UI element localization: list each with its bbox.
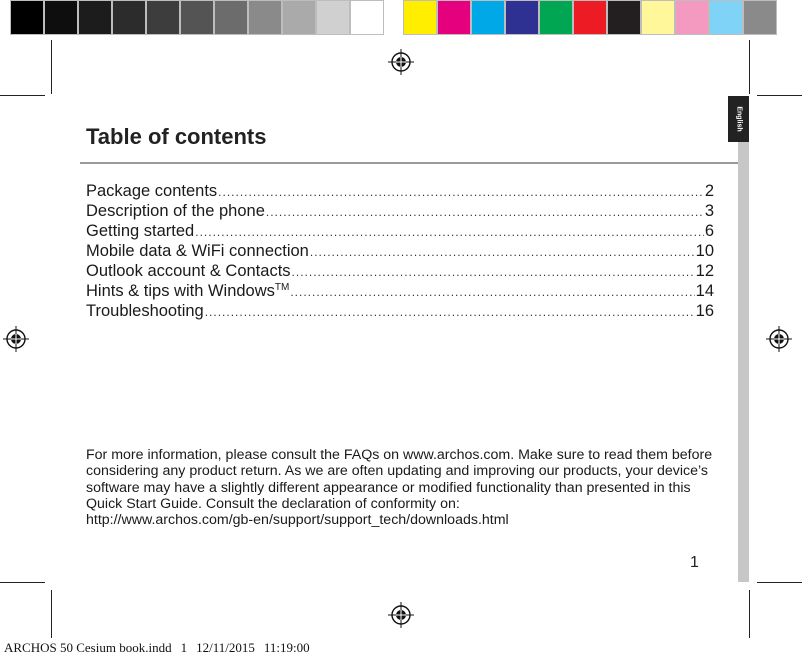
toc-entry-label-text: Hints & tips with Windows: [86, 282, 275, 300]
title-divider: [80, 162, 738, 164]
toc-entry[interactable]: [86, 202, 714, 222]
cmyk-color-bar: [403, 0, 777, 35]
color-swatch: [248, 0, 282, 35]
toc-entry-page: 14: [695, 282, 714, 300]
color-swatch: [505, 0, 539, 35]
info-text: For more information, please consult the FAQs on www.archos.com. Make sure to read them before considering any product return. As we are often updating and improving our products, your device’s software may have a slightly different appearance or modified functionality than presented in this Quick Start Guide. Consult the declaration of conformity on:: [86, 447, 713, 512]
registration-mark-icon: [388, 49, 414, 75]
toc-entry-page: 6: [704, 222, 714, 240]
crop-mark: [0, 95, 45, 96]
color-swatch: [350, 0, 384, 35]
toc-leader-dots: [205, 305, 695, 319]
color-swatch: [675, 0, 709, 35]
color-swatch: [641, 0, 675, 35]
toc-entry-page: 10: [695, 242, 714, 260]
registration-mark-icon: [388, 602, 414, 628]
toc-entry[interactable]: [86, 262, 714, 282]
crop-mark: [749, 590, 750, 638]
toc-leader-dots: [218, 185, 704, 199]
toc-leader-dots: [195, 225, 704, 239]
crop-mark: [757, 95, 802, 96]
crop-mark: [757, 582, 802, 583]
color-swatch: [539, 0, 573, 35]
toc-entry-label: Outlook account & Contacts: [86, 262, 291, 280]
slug-page: 1: [180, 640, 188, 655]
toc-leader-dots: [292, 265, 695, 279]
toc-entry-page: 2: [704, 182, 714, 200]
color-swatch: [146, 0, 180, 35]
slug-date: 12/11/2015: [196, 640, 255, 655]
toc-entry[interactable]: [86, 242, 714, 262]
toc-leader-dots: [310, 245, 695, 259]
support-link[interactable]: http://www.archos.com/gb-en/support/support_tech/downloads.html: [86, 512, 509, 529]
crop-mark: [51, 590, 52, 638]
color-swatch: [743, 0, 777, 35]
crop-mark: [51, 40, 52, 94]
toc-entry[interactable]: [86, 302, 714, 322]
slug-file: ARCHOS 50 Cesium book.indd: [4, 640, 172, 655]
info-paragraph: [86, 447, 716, 528]
slug-time: 11:19:00: [263, 640, 310, 655]
toc-leader-dots: [290, 285, 694, 299]
table-of-contents: [86, 182, 714, 322]
color-swatch: [78, 0, 112, 35]
color-swatch: [282, 0, 316, 35]
toc-entry-label: Description of the phone: [86, 202, 265, 220]
color-swatch: [607, 0, 641, 35]
crop-mark: [749, 40, 750, 94]
toc-leader-dots: [266, 205, 704, 219]
page-title: Table of contents: [86, 124, 267, 149]
toc-entry-page: 16: [695, 302, 714, 320]
toc-entry-label: Package contents: [86, 182, 218, 200]
toc-entry-label: Getting started: [86, 222, 195, 240]
page-edge-band: [738, 96, 749, 582]
color-swatch: [180, 0, 214, 35]
language-tab: [728, 96, 749, 142]
registration-mark-icon: [3, 326, 29, 352]
color-swatch: [437, 0, 471, 35]
color-swatch: [10, 0, 44, 35]
color-swatch: [709, 0, 743, 35]
color-swatch: [214, 0, 248, 35]
toc-entry[interactable]: [86, 282, 714, 302]
language-tab-label: English: [735, 106, 742, 132]
color-swatch: [112, 0, 146, 35]
trademark-mark: TM: [274, 282, 290, 293]
toc-entry[interactable]: [86, 222, 714, 242]
color-swatch: [316, 0, 350, 35]
color-swatch: [471, 0, 505, 35]
toc-entry-page: 12: [695, 262, 714, 280]
toc-entry-label: Troubleshooting: [86, 302, 204, 320]
print-slug: [4, 640, 319, 656]
color-swatch: [573, 0, 607, 35]
toc-entry-label: Mobile data & WiFi connection: [86, 242, 309, 260]
color-swatch: [403, 0, 437, 35]
crop-mark: [0, 582, 45, 583]
color-swatch: [44, 0, 78, 35]
page-number: 1: [690, 554, 699, 571]
toc-entry-page: 3: [704, 202, 714, 220]
registration-mark-icon: [766, 326, 792, 352]
grayscale-color-bar: [10, 0, 384, 35]
toc-entry[interactable]: [86, 182, 714, 202]
toc-entry-label: [86, 282, 289, 301]
